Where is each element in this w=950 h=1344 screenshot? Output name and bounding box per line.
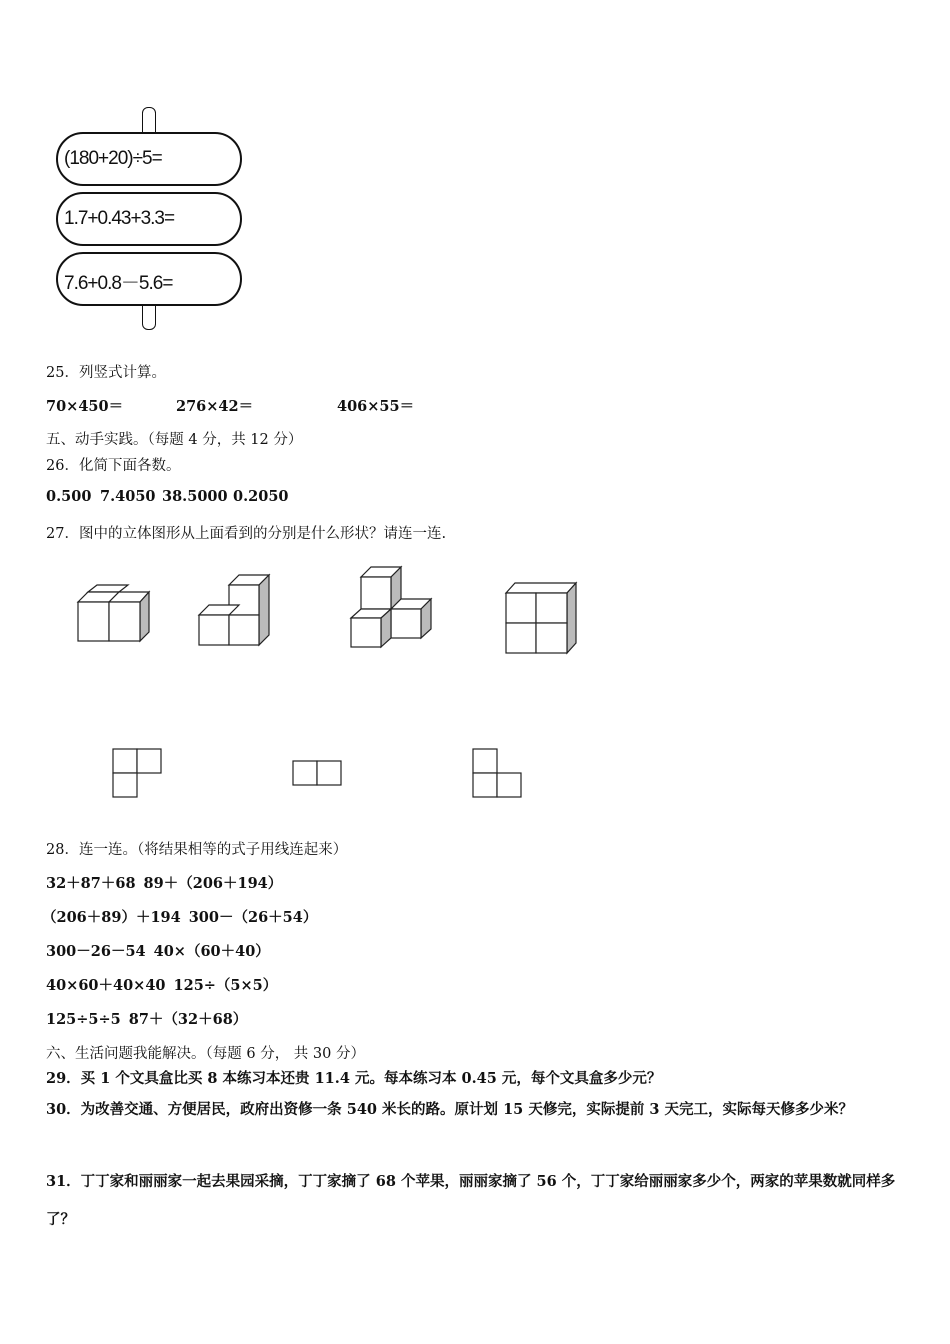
q28-row	[46, 1008, 247, 1029]
q25-expr-2: 276×42＝	[176, 398, 254, 415]
cube-figure-1	[70, 585, 160, 650]
q28-row	[46, 872, 282, 893]
q28-row	[42, 906, 317, 927]
q28-left-expr: 300－26－54	[46, 943, 146, 960]
q28-right-expr: 125÷（5×5）	[173, 977, 278, 994]
q28-left-expr: 125÷5÷5	[46, 1011, 121, 1028]
q26-number-1: 0.500	[46, 488, 92, 505]
q26-number-2: 7.4050	[100, 488, 156, 505]
skewer-expression: 7.6+0.8－5.6=	[64, 273, 173, 294]
q29-text: 29．买 1 个文具盒比买 8 本练习本还贵 11.4 元。每本练习本 0.45 元，每个文具盒多少元？	[46, 1070, 662, 1087]
q31-text: 31．丁丁家和丽丽家一起去果园采摘，丁丁家摘了 68 个苹果，丽丽家摘了 56 个，丁丁家给丽丽家多少个，两家的苹果数就同样多了？	[46, 1173, 896, 1228]
q30-text: 30．为改善交通、方便居民，政府出资修一条 540 米长的路。原计划 15 天修完，实际提前 3 天完工，实际每天修多少米？	[46, 1101, 853, 1118]
q27-title: 27．图中的立体图形从上面看到的分别是什么形状？请连一连.	[46, 526, 447, 542]
top-view-2	[292, 760, 344, 788]
q28-title: 28．连一连。（将结果相等的式子用线连起来）	[46, 842, 348, 858]
q28-row	[46, 940, 270, 961]
skewer-capsule-2	[56, 192, 242, 246]
skewer-expression: (180+20)÷5=	[64, 148, 162, 169]
cube-figure-2	[192, 573, 282, 653]
top-view-1	[112, 748, 164, 800]
q28-left-expr: 32＋87＋68	[46, 875, 136, 892]
q26-number-3: 38.5000	[162, 488, 228, 505]
q28-right-expr: 89＋（206＋194）	[143, 875, 283, 892]
section6-title: 六、生活问题我能解决。（每题 6 分， 共 30 分）	[46, 1046, 365, 1062]
cube-figure-4	[500, 580, 585, 660]
top-view-3	[472, 748, 524, 800]
cube-figure-3	[345, 565, 445, 655]
q28-left-expr: 40×60＋40×40	[46, 977, 166, 994]
q28-right-expr: 300－（26＋54）	[188, 909, 318, 926]
q28-right-expr: 40×（60＋40）	[153, 943, 270, 960]
q28-row	[46, 974, 277, 995]
skewer-capsule-1	[56, 132, 242, 186]
q28-left-expr: （206＋89）＋194	[42, 909, 181, 926]
q26-title: 26．化简下面各数。	[46, 458, 181, 474]
section5-title: 五、动手实践。（每题 4 分，共 12 分）	[46, 432, 303, 448]
q26-number-4: 0.2050	[233, 488, 289, 505]
skewer-capsule-3	[56, 252, 242, 306]
q25-expr-1: 70×450＝	[46, 398, 124, 415]
q25-expr-3: 406×55＝	[337, 398, 415, 415]
q25-title: 25．列竖式计算。	[46, 365, 166, 381]
skewer-expression: 1.7+0.43+3.3=	[64, 208, 175, 229]
q28-right-expr: 87＋（32＋68）	[128, 1011, 248, 1028]
